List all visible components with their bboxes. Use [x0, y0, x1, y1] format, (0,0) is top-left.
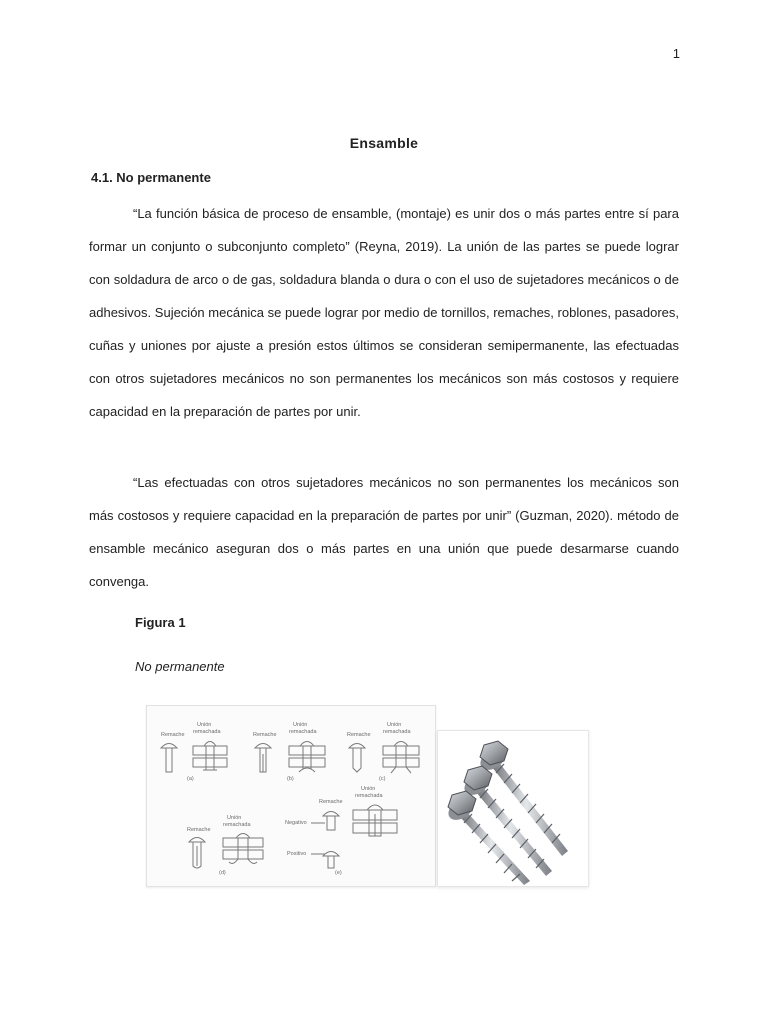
rivet-label-b: Remache — [253, 732, 277, 738]
joint-label-a-2: remachada — [193, 729, 221, 735]
negative-label: Negativo — [285, 820, 307, 826]
rivet-label-e: Remache — [319, 799, 343, 805]
paragraph-2 — [89, 466, 679, 598]
plate-top-a — [193, 746, 227, 755]
joint-label-a-1: Unión — [197, 722, 212, 728]
paragraph-2-text: “Las efectuadas con otros sujetadores mecánicos no son permanentes los mecánicos son más costosos y requiere capacidad en la preparación de partes por unir” (Guzman, 2020). método de ensamble mecánico aseguran dos o más partes en una unión que puede desarmarse cuando convenga. — [89, 475, 679, 589]
plate-bottom-c — [383, 758, 419, 767]
joint-label-c-1: Unión — [387, 722, 402, 728]
paragraph-1 — [89, 197, 679, 428]
rivet-head-b — [255, 744, 271, 749]
joint-label-b-1: Unión — [293, 722, 308, 728]
rivet-label-c: Remache — [347, 732, 371, 738]
screws-illustration — [438, 731, 588, 886]
joint-head-a — [204, 742, 216, 747]
joint-label-b-2: remachada — [289, 729, 317, 735]
rivet-label-d: Remache — [187, 827, 211, 833]
joint-label-e-2: remachada — [355, 793, 383, 799]
page-number: 1 — [672, 46, 680, 61]
joint-label-d-2: remachada — [223, 822, 251, 828]
plate-top-b — [289, 746, 325, 755]
plate-top-c — [383, 746, 419, 755]
rivet-shank-c — [353, 748, 361, 772]
panel-label-b: (b) — [287, 776, 294, 782]
figure-caption: No permanente — [135, 659, 225, 674]
plate-bottom-d — [223, 850, 263, 859]
plate-bottom-b — [289, 758, 325, 767]
screws-photo — [437, 730, 589, 887]
rivet-diagram-image — [146, 705, 436, 887]
rivet-head-a — [161, 744, 177, 749]
panel-label-c: (c) — [379, 776, 386, 782]
rivet-shank-e — [327, 816, 335, 830]
rivet-head-e — [323, 812, 339, 817]
joint-label-d-1: Unión — [227, 815, 242, 821]
paragraph-1-text: “La función básica de proceso de ensamble, (montaje) es unir dos o más partes entre sí para formar un conjunto o subconjunto completo” (Reyna, 2019). La unión de las partes se puede lograr con soldadura de arco o de gas, soldadura blanda o dura o con el uso de sujetadores mecánicos o de adhesivos. Sujeción mecánica se puede lograr por medio de tornillos, remaches, roblones, pasadores, cuñas y uniones por ajuste a presión estos últimos se consideran semipermanente, las efectuadas con otros sujetadores mecánicos no son permanentes los mecánicos son más costosos y requiere capacidad en la preparación de partes por unir. — [89, 206, 679, 419]
panel-label-d: (d) — [219, 870, 226, 876]
rivet-head-e2 — [323, 852, 339, 857]
positive-label: Positivo — [287, 851, 307, 857]
section-heading: 4.1. No permanente — [91, 170, 211, 185]
plate-top-d — [223, 838, 263, 847]
rivet-shank-a — [166, 748, 172, 772]
joint-label-c-2: remachada — [383, 729, 411, 735]
rivet-diagram — [147, 706, 435, 886]
rivet-label-a: Remache — [161, 732, 185, 738]
joint-label-e-1: Unión — [361, 786, 376, 792]
panel-label-e: (e) — [335, 870, 342, 876]
rivet-head-d — [189, 838, 205, 843]
page-title: Ensamble — [349, 135, 419, 151]
rivet-head-c — [349, 744, 365, 749]
figure-label: Figura 1 — [135, 615, 186, 630]
plate-bottom-a — [193, 758, 227, 767]
panel-label-a: (a) — [187, 776, 194, 782]
